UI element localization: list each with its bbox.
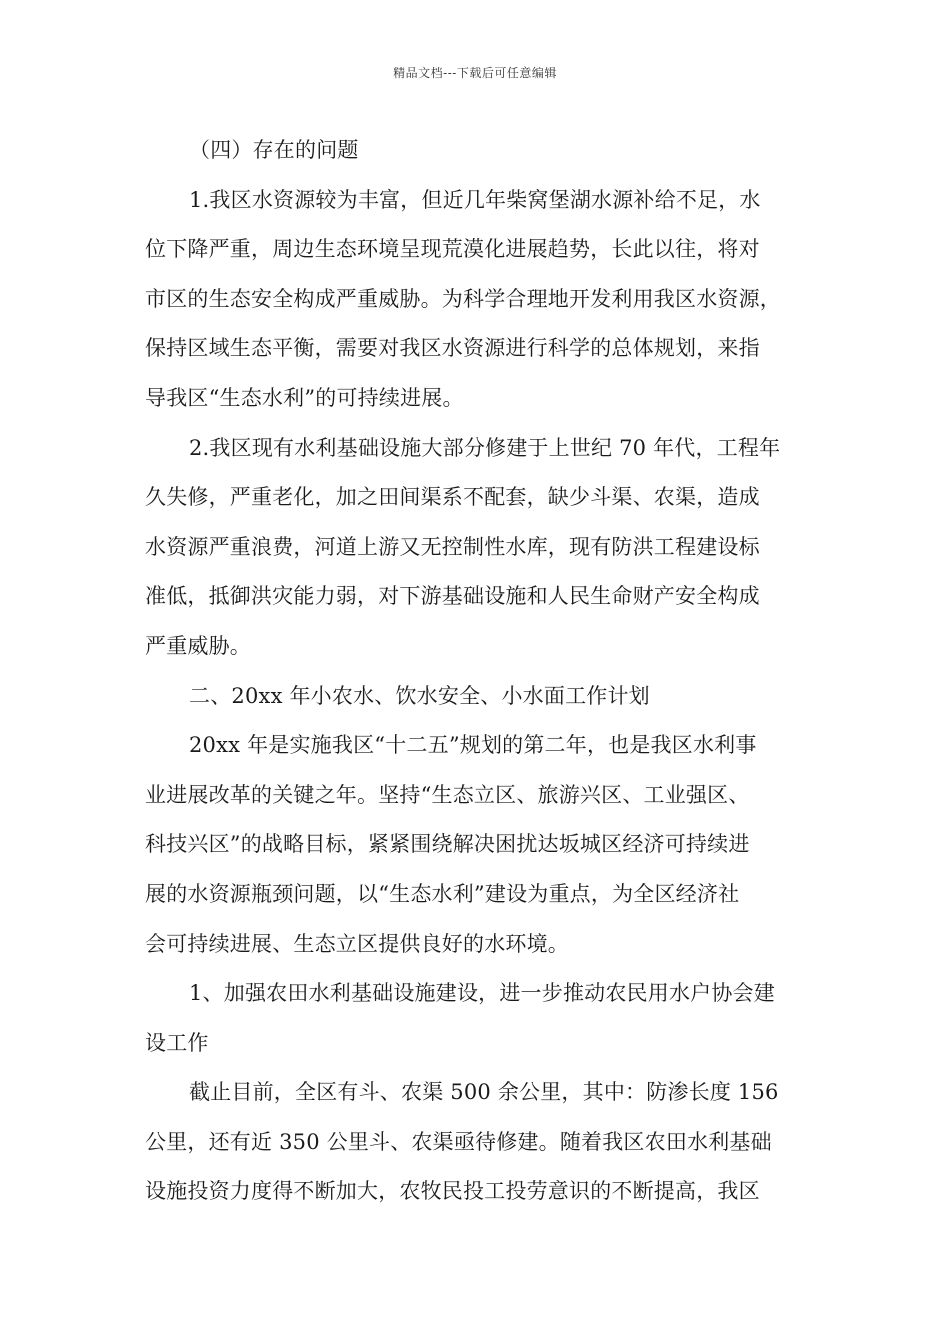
paragraph-line: 导我区“生态水利”的可持续进展。 (145, 385, 464, 410)
paragraph-line: 准低，抵御洪灾能力弱，对下游基础设施和人民生命财产安全构成 (145, 584, 760, 609)
paragraph-line: 市区的生态安全构成严重威胁。为科学合理地开发利用我区水资源， (145, 286, 781, 311)
document-body (145, 126, 825, 1217)
paragraph-line: 设施投资力度得不断加大，农牧民投工投劳意识的不断提高，我区 (145, 1179, 760, 1204)
paragraph-line: 2.我区现有水利基础设施大部分修建于上世纪 70 年代，工程年 (189, 435, 781, 460)
paragraph-line: 业进展改革的关键之年。坚持“生态立区、旅游兴区、工业强区、 (145, 782, 750, 807)
paragraph-line: 公里，还有近 350 公里斗、农渠亟待修建。随着我区农田水利基础 (145, 1129, 772, 1154)
subsection-heading-cont: 设工作 (145, 1030, 209, 1055)
paragraph-line: 水资源严重浪费，河道上游又无控制性水库，现有防洪工程建设标 (145, 534, 760, 559)
paragraph-line: 严重威胁。 (145, 633, 251, 658)
paragraph-line: 截止目前，全区有斗、农渠 500 余公里，其中：防渗长度 156 (189, 1080, 779, 1105)
section-heading: 二、20xx 年小农水、饮水安全、小水面工作计划 (189, 683, 650, 708)
paragraph-line: 20xx 年是实施我区“十二五”规划的第二年，也是我区水利事 (189, 733, 757, 758)
paragraph-line: 1.我区水资源较为丰富，但近几年柴窝堡湖水源补给不足，水 (189, 187, 761, 212)
paragraph-line: 会可持续进展、生态立区提供良好的水环境。 (145, 931, 569, 956)
paragraph-line: 展的水资源瓶颈问题，以“生态水利”建设为重点，为全区经济社 (145, 881, 740, 906)
section-heading: （四）存在的问题 (189, 138, 359, 162)
paragraph-line: 位下降严重，周边生态环境呈现荒漠化进展趋势，长此以往，将对 (145, 237, 760, 262)
subsection-heading: 1、加强农田水利基础设施建设，进一步推动农民用水户协会建 (189, 981, 775, 1006)
paragraph-line: 科技兴区”的战略目标，紧紧围绕解决困扰达坂城区经济可持续进 (145, 832, 750, 857)
page-header: 精品文档---下载后可任意编辑 (393, 66, 557, 80)
paragraph-line: 保持区域生态平衡，需要对我区水资源进行科学的总体规划，来指 (145, 336, 760, 361)
paragraph-line: 久失修，严重老化，加之田间渠系不配套，缺少斗渠、农渠，造成 (145, 485, 760, 510)
